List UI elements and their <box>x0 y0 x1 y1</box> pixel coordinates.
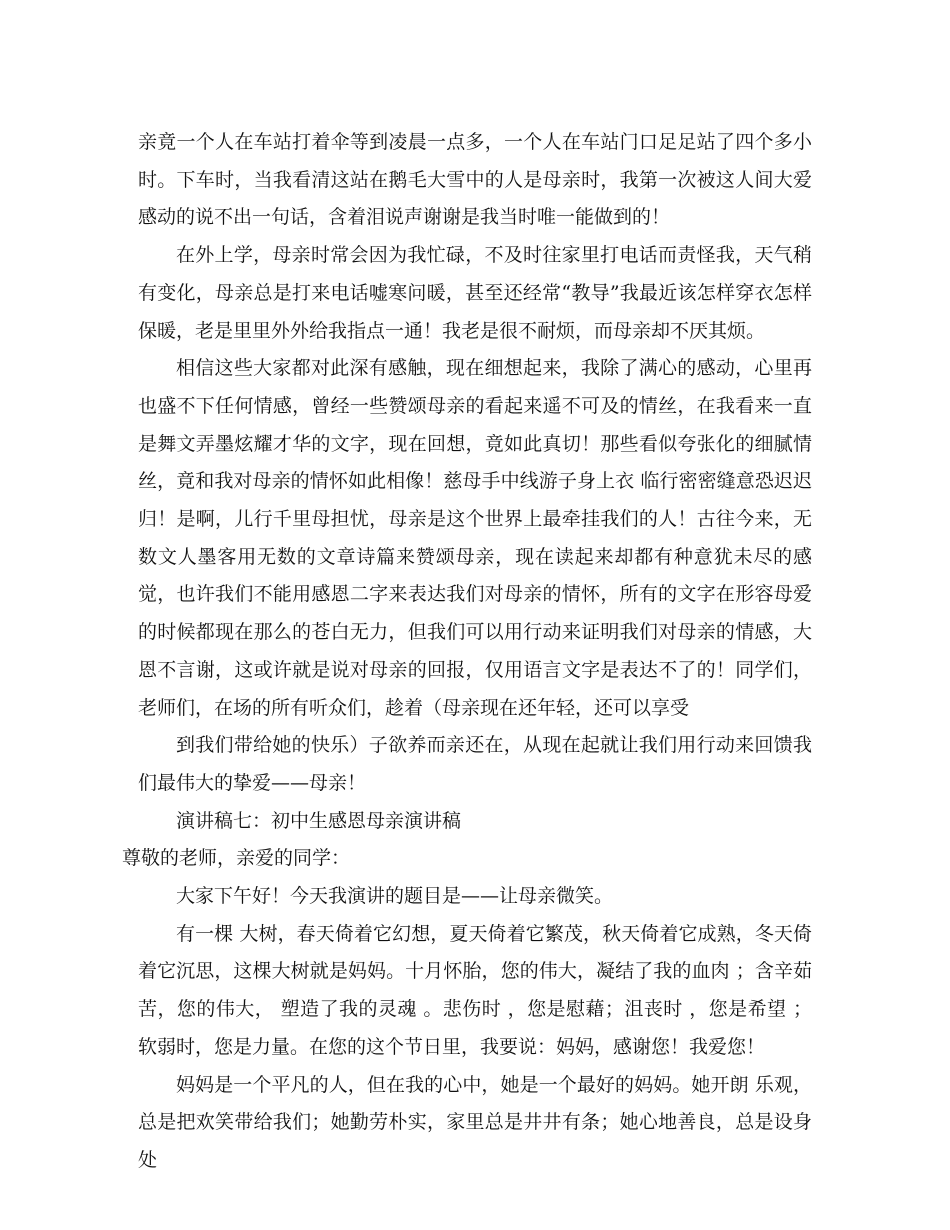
salutation: 尊敬的老师，亲爱的同学： <box>122 847 351 870</box>
paragraph-1: 亲竟一个人在车站打着伞等到凌晨一点多，一个人在车站门口足足站了四个多小时。下车时，当我看清这站在鹅毛大雪中的人是母亲时，我第一次被这人间大爱感动的说不出一句话，含着泪说声谢谢是我当时唯一能做到的！ <box>138 131 812 229</box>
paragraph-4: 到我们带给她的快乐）子欲养而亲还在，从现在起就让我们用行动来回馈我们最伟大的挚爱——母亲！ <box>138 734 812 794</box>
paragraph-greeting: 大家下午好！今天我演讲的题目是——让母亲微笑。 <box>176 885 614 908</box>
document-body <box>122 124 812 1180</box>
paragraph-3: 相信这些大家都对此深有感触，现在细想起来，我除了满心的感动，心里再也盛不下任何情感，曾经一些赞颂母亲的看起来遥不可及的情丝，在我看来一直是舞文弄墨炫耀才华的文字，现在回想，竟如此真切！那些看似夸张化的细腻情丝，竟和我对母亲的情怀如此相像！慈母手中线游子身上衣 临行密密缝意恐迟迟归！是啊，儿行千里母担忧，母亲是这个世界上最牵挂我们的人！古往今来，无数文人墨客用无数的文章诗篇来赞颂母亲，现在读起来却都有种意犹未尽的感觉，也许我们不能用感恩二字来表达我们对母亲的情怀，所有的文字在形容母爱的时候都现在那么的苍白无力，但我们可以用行动来证明我们对母亲的情感，大恩不言谢，这或许就是说对母亲的回报，仅用语言文字是表达不了的！同学们，老师们，在场的所有听众们，趁着（母亲现在还年轻，还可以享受 <box>138 357 812 719</box>
section-heading: 演讲稿七：初中生感恩母亲演讲稿 <box>176 809 462 832</box>
paragraph-tree: 有一棵 大树，春天倚着它幻想，夏天倚着它繁茂，秋天倚着它成熟，冬天倚着它沉思，这棵大树就是妈妈。十月怀胎，您的伟大，凝结了我的血肉 ；含辛茹苦，您的伟大， 塑造了我的灵魂 。悲伤时 ，您是慰藉；沮丧时 ，您是希望 ；软弱时，您是力量。在您的这个节日里，我要说：妈妈，感谢您！我爱您！ <box>138 922 812 1058</box>
paragraph-2: 在外上学，母亲时常会因为我忙碌，不及时往家里打电话而责怪我，天气稍有变化，母亲总是打来电话嘘寒问暖，甚至还经常“教导”我最近该怎样穿衣怎样保暖，老是里里外外给我指点一通！我老是很不耐烦，而母亲却不厌其烦。 <box>138 244 812 342</box>
paragraph-mother: 妈妈是一个平凡的人，但在我的心中，她是一个最好的妈妈。她开朗 乐观，总是把欢笑带给我们；她勤劳朴实，家里总是井井有条；她心地善良，总是设身处 <box>138 1073 812 1171</box>
